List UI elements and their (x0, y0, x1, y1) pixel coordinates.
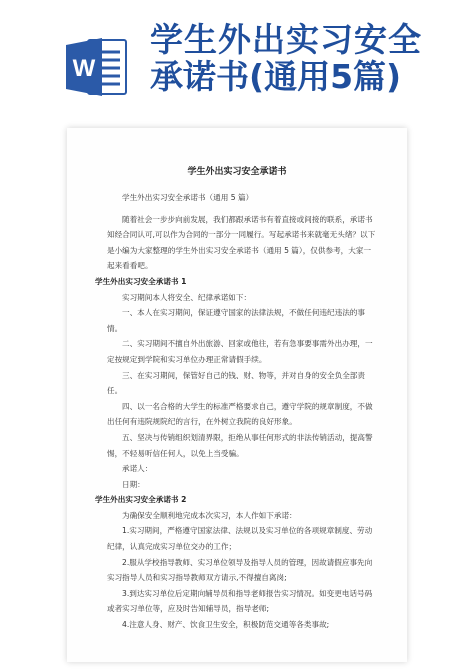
intro-paragraph: 随着社会一步步向前发展，我们都跟承诺书有着直接或间接的联系，承诺书知经合同认可,可以作为合同的一部分一同履行。写起承诺书来就毫无头绪？以下是小编为大家整理的学生外出实习安全承诺书（通用 5 篇），仅供参考，大家一起来看看吧。 (107, 214, 376, 271)
document-body (95, 190, 377, 633)
date-label: 日期： (122, 479, 145, 489)
svg-text:W: W (72, 55, 96, 82)
document-title-line-2: 承诺书(通用5篇) (150, 56, 402, 96)
section-2-paragraph: 1.实习期间，严格遵守国家法律、法规以及实习单位的各项规章制度、劳动纪律，认真完成实习单位交办的工作； (107, 526, 373, 552)
section-1-paragraph: 五、坚决与传销组织划清界限，拒绝从事任何形式的非法传销活动，提高警惕，不轻易听信任何人，以免上当受骗。 (107, 432, 373, 458)
section-1-paragraph: 一、本人在实习期间，保证遵守国家的法律法规，不做任何违纪违法的事情。 (107, 308, 365, 333)
section-2-paragraph: 3.到达实习单位后定期向辅导员和指导老师报告实习情况。如变更电话号码或者实习单位等，应及时告知辅导员，指导老师; (107, 588, 373, 614)
section-1-paragraph: 四、以一名合格的大学生的标准严格要求自己，遵守学院的规章制度，不做出任何有违院规院纪的言行，在外树立我院的良好形象。 (107, 401, 373, 427)
document-title (150, 22, 422, 96)
section-1-paragraph: 三、在实习期间，保管好自己的钱、财、物等，并对自身的安全负全部责任。 (107, 370, 365, 396)
word-document-icon (66, 36, 128, 98)
section-1-paragraph: 二、实习期间不擅自外出旅游、回家或他往，若有急事要事需外出办理，一定按规定到学院和实习单位办理正常请假手续。 (107, 339, 373, 364)
document-title-line-1: 学生外出实习安全 (150, 20, 422, 59)
document-page (67, 128, 407, 662)
section-1-paragraph: 实习期间本人将安全、纪律承诺如下： (122, 292, 252, 302)
header-banner (0, 0, 474, 110)
document-subtitle: 学生外出实习安全承诺书（通用 5 篇） (122, 193, 254, 202)
section-1-title: 学生外出实习安全承诺书 1 (95, 276, 187, 286)
page-heading: 学生外出实习安全承诺书 (187, 167, 287, 177)
signatory-label: 承诺人： (122, 464, 153, 474)
section-2-paragraph: 2.服从学校指导教师、实习单位领导及指导人员的管理，因故请假应事先向实习指导人员和实习指导教师双方请示,不得擅自离岗; (107, 557, 373, 583)
section-2-paragraph: 4.注意人身、财产、饮食卫生安全，积极防范交通等各类事故; (122, 620, 330, 630)
section-2-paragraph: 为确保安全顺利地完成本次实习，本人作如下承诺： (122, 510, 297, 520)
section-2-title: 学生外出实习安全承诺书 2 (95, 495, 187, 505)
